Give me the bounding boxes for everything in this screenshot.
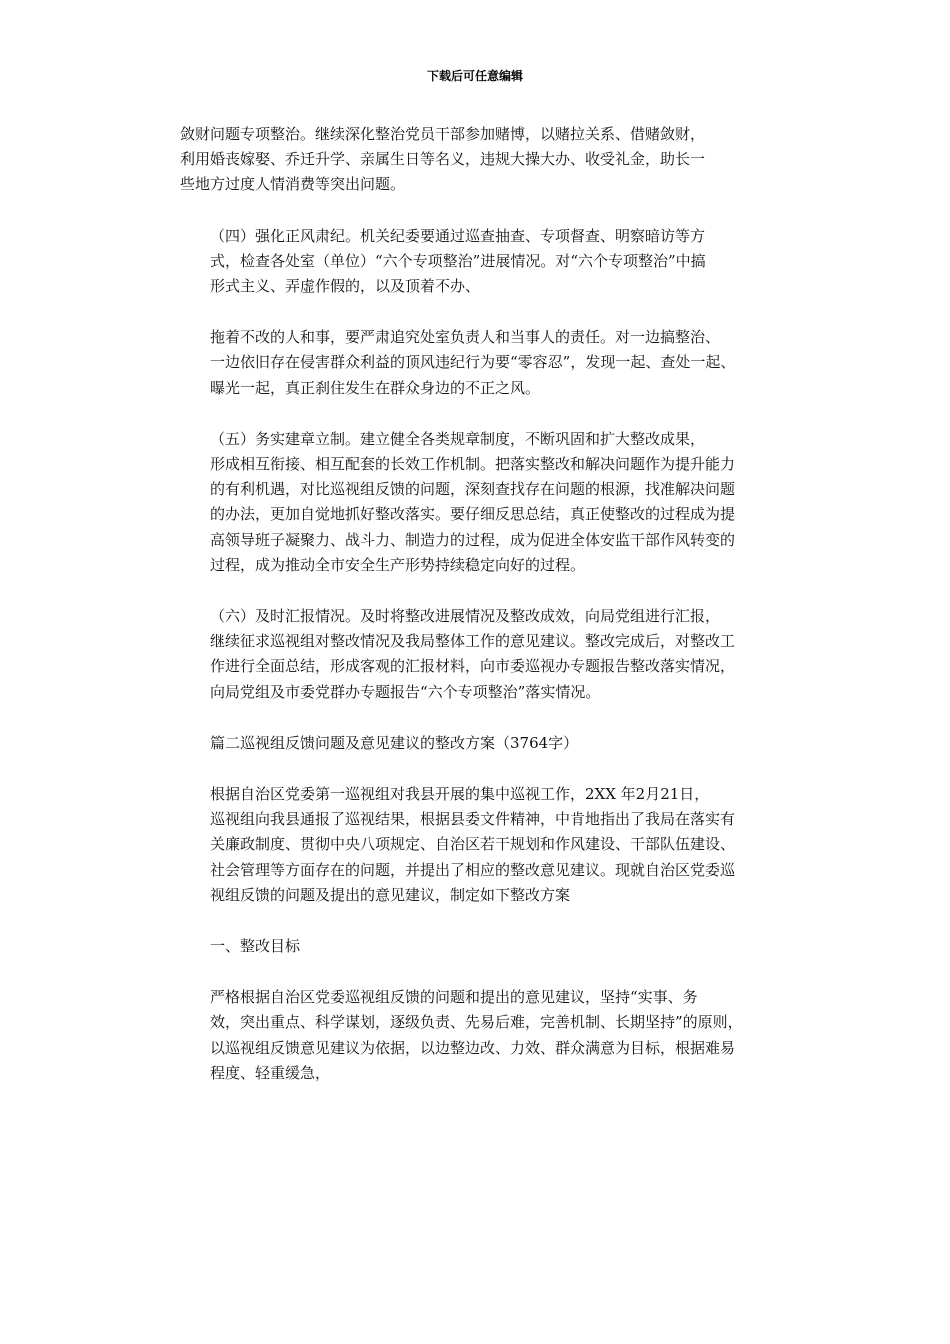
paragraph-line: （四）强化正风肃纪。机关纪委要通过巡查抽查、专项督查、明察暗访等方: [210, 226, 706, 245]
paragraph-line: 巡视组向我县通报了巡视结果，根据县委文件精神，中肯地指出了我局在落实有: [210, 810, 736, 829]
paragraph-line: 拖着不改的人和事，要严肃追究处室负责人和当事人的责任。对一边搞整治、: [210, 328, 721, 347]
paragraph-line: 继续征求巡视组对整改情况及我局整体工作的意见建议。整改完成后，对整改工: [210, 632, 736, 651]
paragraph-line: 向局党组及市委党群办专题报告“六个专项整治”落实情况。: [210, 682, 601, 701]
paragraph: [180, 122, 770, 198]
paragraph-line: 形成相互衔接、相互配套的长效工作机制。把落实整改和解决问题作为提升能力: [210, 455, 736, 474]
paragraph-line: 效，突出重点、科学谋划，逐级负责、先易后难，完善机制、长期坚持”的原则，: [210, 1013, 743, 1032]
document-body: [180, 122, 770, 1112]
paragraph-line: （五）务实建章立制。建立健全各类规章制度，不断巩固和扩大整改成果，: [210, 429, 706, 448]
paragraph-line: （六）及时汇报情况。及时将整改进展情况及整改成效，向局党组进行汇报，: [210, 607, 721, 626]
paragraph-line: 的有利机遇，对比巡视组反馈的问题，深刻查找存在问题的根源，找准解决问题: [210, 480, 736, 499]
paragraph-line: 一、整改目标: [210, 937, 301, 956]
paragraph-line: 社会管理等方面存在的问题，并提出了相应的整改意见建议。现就自治区党委巡: [210, 860, 736, 879]
paragraph-line: 形式主义、弄虚作假的，以及顶着不办、: [210, 277, 481, 296]
paragraph-line: 利用婚丧嫁娶、乔迁升学、亲属生日等名义，违规大操大办、收受礼金，助长一: [180, 150, 706, 169]
paragraph-line: 敛财问题专项整治。继续深化整治党员干部参加赌博，以赌拉关系、借赌敛财，: [180, 125, 706, 143]
paragraph-line: 作进行全面总结，形成客观的汇报材料，向市委巡视办专题报告整改落实情况，: [210, 657, 736, 676]
paragraph-line: 根据自治区党委第一巡视组对我县开展的集中巡视工作，2XX 年2月21日，: [210, 785, 710, 804]
paragraph-line: 视组反馈的问题及提出的意见建议，制定如下整改方案: [210, 885, 571, 904]
paragraph-line: 过程，成为推动全市安全生产形势持续稳定向好的过程。: [210, 555, 586, 574]
paragraph-line: 些地方过度人情消费等突出问题。: [180, 175, 406, 194]
paragraph-line: 程度、轻重缓急，: [210, 1063, 331, 1082]
paragraph-line: 一边依旧存在侵害群众利益的顶风违纪行为要“零容忍”，发现一起、查处一起、: [210, 353, 736, 372]
paragraph: [180, 604, 770, 705]
paragraph-line: 以巡视组反馈意见建议为依据，以边整边改、力效、群众满意为目标，根据难易: [210, 1038, 736, 1057]
paragraph-line: 高领导班子凝聚力、战斗力、制造力的过程，成为促进全体安监干部作风转变的: [210, 530, 736, 549]
paragraph: [180, 731, 770, 756]
paragraph-line: 式，检查各处室（单位）“六个专项整治”进展情况。对“六个专项整治”中搞: [210, 251, 706, 270]
paragraph: [180, 325, 770, 401]
paragraph: [180, 224, 770, 300]
page-header: 下载后可任意编辑: [426, 69, 523, 83]
paragraph-line: 关廉政制度、贯彻中央八项规定、自治区若干规划和作风建设、干部队伍建设、: [210, 835, 736, 854]
paragraph: [180, 934, 770, 959]
paragraph: [180, 782, 770, 908]
paragraph-line: 篇二巡视组反馈问题及意见建议的整改方案（3764字）: [210, 733, 579, 752]
paragraph-line: 的办法，更加自觉地抓好整改落实。要仔细反思总结，真正使整改的过程成为提: [210, 505, 736, 524]
paragraph-line: 严格根据自治区党委巡视组反馈的问题和提出的意见建议，坚持“实事、务: [210, 988, 698, 1007]
paragraph: [180, 427, 770, 578]
paragraph: [180, 985, 770, 1086]
paragraph-line: 曝光一起，真正刹住发生在群众身边的不正之风。: [210, 378, 541, 397]
